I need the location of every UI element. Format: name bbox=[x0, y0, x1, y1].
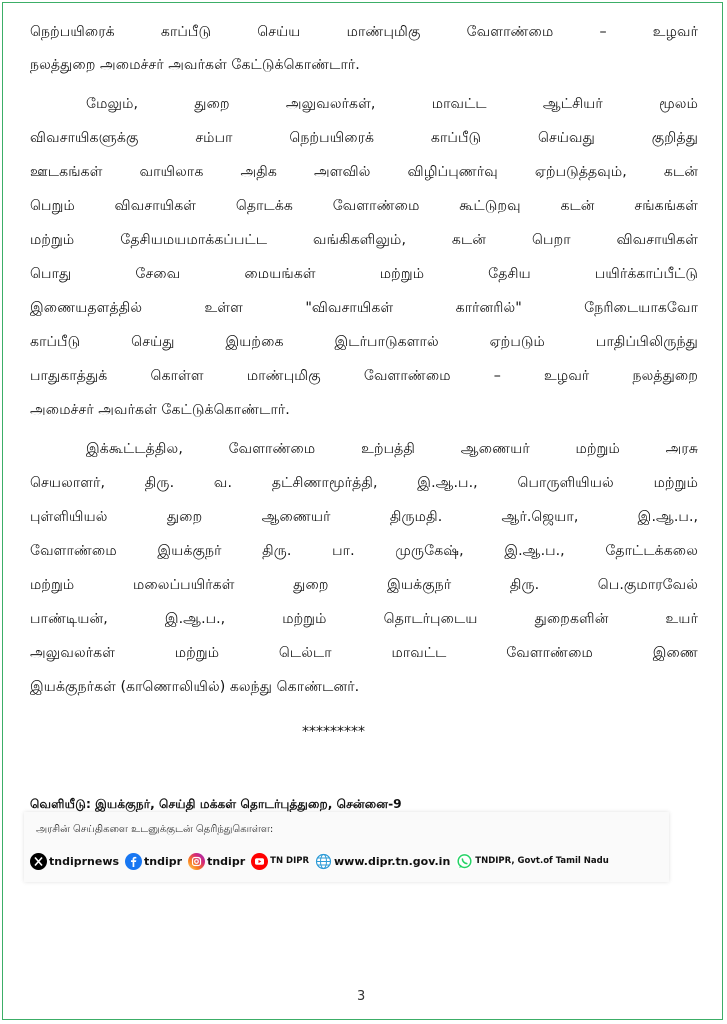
social-handle: TNDIPR, Govt.of Tamil Nadu bbox=[475, 856, 609, 866]
web-globe-icon bbox=[315, 853, 332, 870]
paragraph-line: மேலும், துறை அலுவலர்கள், மாவட்ட ஆட்சியர் மூலம் bbox=[86, 96, 698, 112]
social-link-instagram[interactable] bbox=[188, 853, 245, 870]
social-handle: www.dipr.tn.gov.in bbox=[334, 854, 451, 868]
social-link-youtube[interactable] bbox=[251, 853, 309, 870]
paragraph-line: அலுவலர்கள் மற்றும் டெல்டா மாவட்ட வேளாண்மை இணை bbox=[30, 645, 698, 661]
social-media-banner bbox=[24, 812, 669, 882]
social-handle: TN DIPR bbox=[270, 856, 310, 866]
paragraph-line: இயக்குநர்கள் (காணொலியில்) கலந்து கொண்டனர். bbox=[30, 679, 360, 695]
paragraph-line: புள்ளியியல் துறை ஆணையர் திருமதி. ஆர்.ஜெயா, இ.ஆ.ப., bbox=[30, 509, 698, 525]
paragraph-line: பாண்டியன், இ.ஆ.ப., மற்றும் தொடர்புடைய துறைகளின் உயர் bbox=[30, 611, 698, 627]
social-handle: tndipr bbox=[207, 854, 246, 868]
paragraph-line: இக்கூட்டத்தில, வேளாண்மை உற்பத்தி ஆணையர் மற்றும் அரசு bbox=[86, 441, 698, 457]
paragraph-line: ஊடகங்கள் வாயிலாக அதிக அளவில் விழிப்புணர்வு ஏற்படுத்தவும், கடன் bbox=[30, 164, 698, 180]
page-number: 3 bbox=[357, 989, 366, 1004]
youtube-icon bbox=[251, 853, 268, 870]
paragraph-line: காப்பீடு செய்து இயற்கை இடர்பாடுகளால் ஏற்படும் பாதிப்பிலிருந்து bbox=[30, 334, 698, 350]
paragraph-line: செயலாளர், திரு. வ. தட்சிணாமூர்த்தி, இ.ஆ.ப., பொருளியியல் மற்றும் bbox=[30, 475, 698, 491]
social-link-facebook[interactable] bbox=[125, 853, 182, 870]
paragraph-line: வேளாண்மை இயக்குநர் திரு. பா. முருகேஷ், இ.ஆ.ப., தோட்டக்கலை bbox=[30, 543, 698, 559]
banner-caption: அரசின் செய்திகளை உடனுக்குடன் தெரிந்துகொள்ள: bbox=[36, 824, 274, 835]
paragraph-line: பாதுகாத்துக் கொள்ள மாண்புமிகு வேளாண்மை – உழவர் நலத்துறை bbox=[30, 368, 698, 384]
paragraph-line: பெறும் விவசாயிகள் தொடக்க வேளாண்மை கூட்டுறவு கடன் சங்கங்கள் bbox=[30, 198, 698, 214]
paragraph-line: பொது சேவை மையங்கள் மற்றும் தேசிய பயிர்க்காப்பீட்டு bbox=[30, 266, 698, 282]
x-icon bbox=[30, 853, 47, 870]
social-handle: tndiprnews bbox=[49, 854, 120, 868]
paragraph-line: மற்றும் தேசியமயமாக்கப்பட்ட வங்கிகளிலும், கடன் பெறா விவசாயிகள் bbox=[30, 232, 698, 248]
whatsapp-icon bbox=[456, 853, 473, 870]
social-links-row bbox=[30, 851, 615, 871]
social-handle: tndipr bbox=[144, 854, 183, 868]
paragraph-line: மற்றும் மலைப்பயிர்கள் துறை இயக்குநர் திரு. பெ.குமாரவேல் bbox=[30, 577, 698, 593]
social-link-x[interactable] bbox=[30, 853, 119, 870]
social-link-website[interactable] bbox=[315, 853, 450, 870]
paragraph-line: நெற்பயிரைக் காப்பீடு செய்ய மாண்புமிகு வேளாண்மை – உழவர் bbox=[30, 24, 698, 40]
social-link-whatsapp[interactable] bbox=[456, 853, 608, 870]
paragraph-line: நலத்துறை அமைச்சர் அவர்கள் கேட்டுக்கொண்டார். bbox=[30, 57, 360, 73]
section-separator: ********* bbox=[302, 724, 365, 740]
paragraph-line: அமைச்சர் அவர்கள் கேட்டுக்கொண்டார். bbox=[30, 402, 290, 418]
instagram-icon bbox=[188, 853, 205, 870]
paragraph-line: விவசாயிகளுக்கு சம்பா நெற்பயிரைக் காப்பீடு செய்வது குறித்து bbox=[30, 130, 698, 146]
release-footer: வெளியீடு: இயக்குநர், செய்தி மக்கள் தொடர்புத்துறை, சென்னை-9 bbox=[30, 797, 402, 811]
paragraph-line: இணையதளத்தில் உள்ள "விவசாயிகள் கார்னரில்" நேரிடையாகவோ bbox=[30, 300, 698, 316]
facebook-icon bbox=[125, 853, 142, 870]
